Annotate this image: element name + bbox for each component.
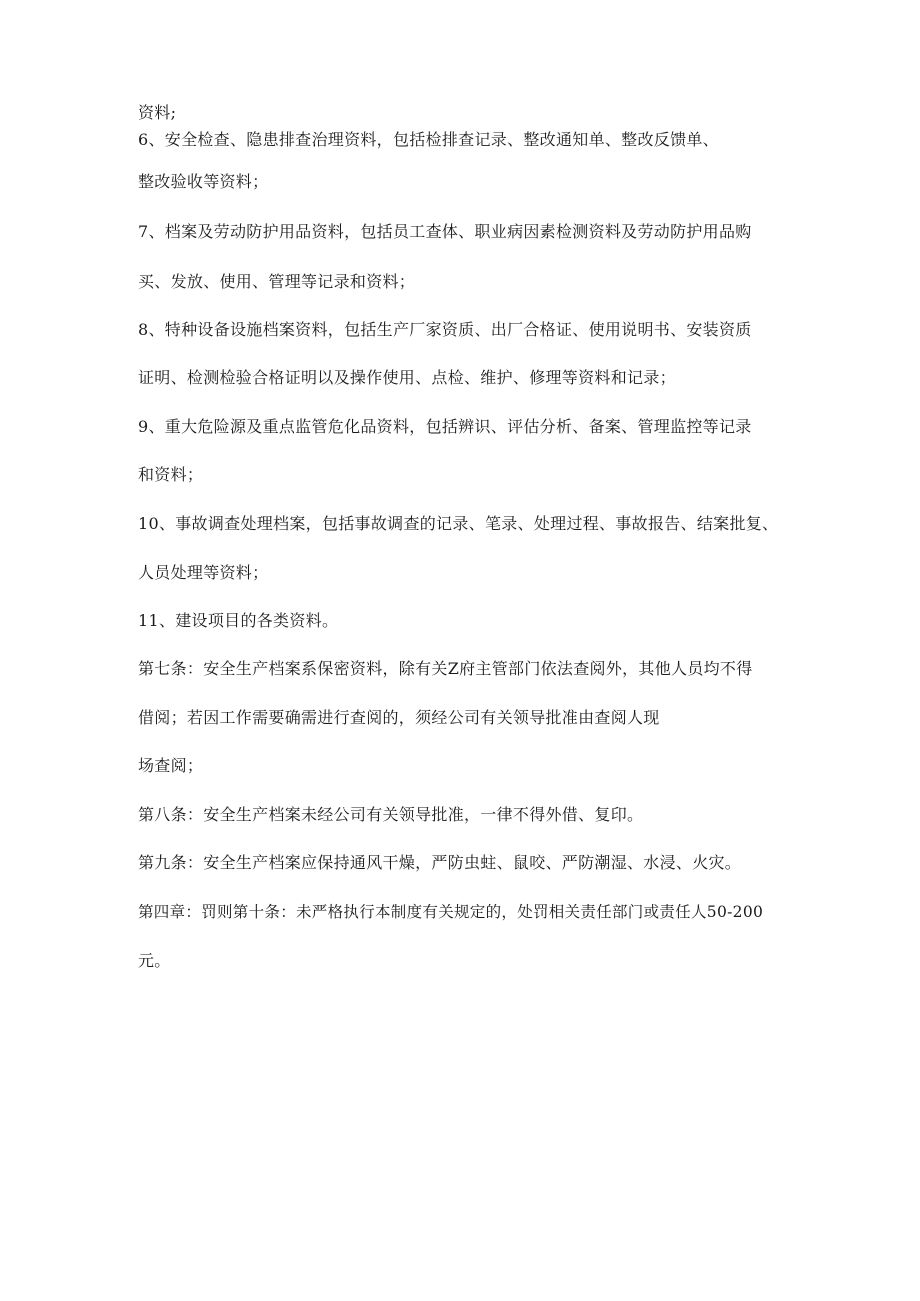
text-line: 11、建设项目的各类资料。 [138, 611, 339, 630]
text-line: 8、特种设备设施档案资料，包括生产厂家资质、出厂合格证、使用说明书、安装资质 [138, 320, 752, 339]
text-line: 第四章：罚则第十条：未严格执行本制度有关规定的，处罚相关责任部门或责任人50-200 [138, 903, 764, 921]
text-line: 和资料； [138, 465, 204, 484]
text-line: 7、档案及劳动防护用品资料，包括员工查体、职业病因素检测资料及劳动防护用品购 [138, 222, 752, 241]
text-line: 场查阅； [138, 756, 204, 775]
text-line: 10、事故调查处理档案，包括事故调查的记录、笔录、处理过程、事故报告、结案批复、 [138, 514, 779, 533]
text-line: 人员处理等资料； [138, 563, 269, 582]
text-line: 资料; [138, 103, 177, 122]
text-line: 借阅；若因工作需要确需进行查阅的，须经公司有关领导批准由查阅人现 [138, 708, 660, 727]
text-line: 9、重大危险源及重点监管危化品资料，包括辨识、评估分析、备案、管理监控等记录 [138, 417, 752, 436]
text-line: 第八条：安全生产档案未经公司有关领导批准，一律不得外借、复印。 [138, 805, 644, 824]
text-line: 第九条：安全生产档案应保持通风干燥，严防虫蛀、鼠咬、严防潮湿、水浸、火灾。 [138, 853, 742, 872]
text-line: 整改验收等资料； [138, 172, 269, 191]
text-line: 证明、检测检验合格证明以及操作使用、点检、维护、修理等资料和记录； [138, 368, 676, 387]
text-line: 第七条：安全生产档案系保密资料，除有关Z府主管部门依法查阅外，其他人员均不得 [138, 659, 753, 678]
text-line: 元。 [138, 951, 171, 970]
text-line: 买、发放、使用、管理等记录和资料； [138, 272, 416, 291]
text-line: 6、安全检查、隐患排查治理资料，包括检排查记录、整改通知单、整改反馈单、 [138, 130, 719, 149]
